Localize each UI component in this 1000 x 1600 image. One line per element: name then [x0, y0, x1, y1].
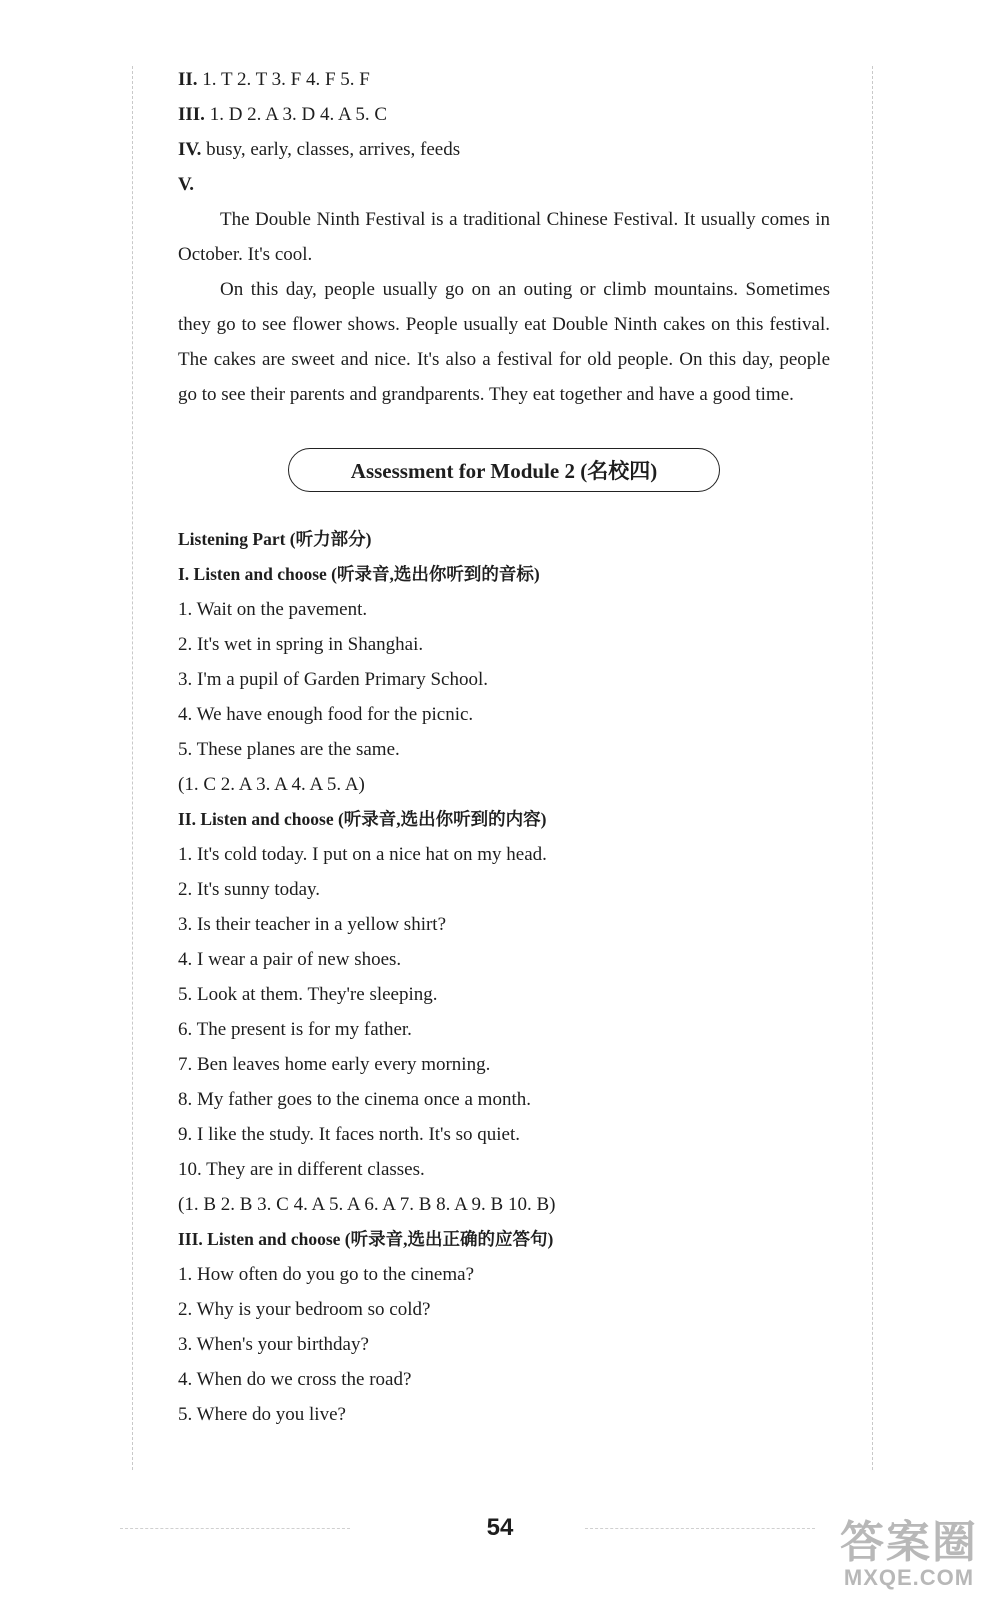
list-item: 2. It's sunny today.: [178, 879, 321, 900]
section-i: [178, 557, 830, 802]
section-title: III. Listen and choose (听录音,选出正确的应答句): [178, 1229, 554, 1249]
right-margin-line: [872, 66, 873, 1470]
section-title: II. Listen and choose (听录音,选出你听到的内容): [178, 809, 547, 829]
left-margin-line: [132, 66, 133, 1470]
list-item: 1. How often do you go to the cinema?: [178, 1264, 475, 1285]
list-item: 4. I wear a pair of new shoes.: [178, 949, 402, 970]
list-item: 2. Why is your bedroom so cold?: [178, 1299, 431, 1320]
answer-line-iii: III. 1. D 2. A 3. D 4. A 5. C: [178, 104, 388, 125]
page-content: [178, 62, 830, 1432]
section-ii: [178, 802, 830, 1222]
answer-key: (1. B 2. B 3. C 4. A 5. A 6. A 7. B 8. A 9. B 10. B): [178, 1194, 556, 1215]
list-item: 5. Where do you live?: [178, 1404, 346, 1425]
list-item: 2. It's wet in spring in Shanghai.: [178, 634, 424, 655]
list-item: 4. We have enough food for the picnic.: [178, 704, 474, 725]
list-item: 3. When's your birthday?: [178, 1334, 369, 1355]
essay-paragraph: On this day, people usually go on an outing or climb mountains. Sometimes they go to see flower shows. People usually eat Double Ninth cakes on this festival. The cakes are sweet and nice. It's also a festival for old people. On this day, people go to see their parents and grandparents. They eat together and have a good time.: [178, 279, 830, 405]
listening-part-title: Listening Part (听力部分): [178, 529, 372, 549]
watermark-site: MXQE.COM: [843, 1565, 975, 1590]
essay-paragraph: The Double Ninth Festival is a traditional Chinese Festival. It usually comes in October. It's cool.: [178, 209, 830, 265]
section-title: I. Listen and choose (听录音,选出你听到的音标): [178, 564, 540, 584]
list-item: 5. These planes are the same.: [178, 739, 400, 760]
list-item: 5. Look at them. They're sleeping.: [178, 984, 438, 1005]
watermark-logo: 答案圈: [840, 1518, 978, 1567]
list-item: 10. They are in different classes.: [178, 1159, 425, 1180]
list-item: 3. I'm a pupil of Garden Primary School.: [178, 669, 489, 690]
list-item: 8. My father goes to the cinema once a month.: [178, 1089, 531, 1110]
list-item: 1. Wait on the pavement.: [178, 599, 368, 620]
list-item: 4. When do we cross the road?: [178, 1369, 412, 1390]
page-number: 54: [486, 1514, 514, 1541]
watermark: [840, 1520, 978, 1590]
answer-line-ii: II. 1. T 2. T 3. F 4. F 5. F: [178, 69, 370, 90]
list-item: 6. The present is for my father.: [178, 1019, 412, 1040]
list-item: 7. Ben leaves home early every morning.: [178, 1054, 491, 1075]
module-heading: Assessment for Module 2 (名校四): [288, 448, 720, 492]
answer-key: (1. C 2. A 3. A 4. A 5. A): [178, 774, 365, 795]
section-iii: [178, 1222, 830, 1432]
list-item: 9. I like the study. It faces north. It's so quiet.: [178, 1124, 521, 1145]
list-item: 3. Is their teacher in a yellow shirt?: [178, 914, 447, 935]
answer-line-iv: IV. busy, early, classes, arrives, feeds: [178, 139, 461, 160]
list-item: 1. It's cold today. I put on a nice hat on my head.: [178, 844, 547, 865]
answer-line-v: V.: [178, 174, 195, 195]
